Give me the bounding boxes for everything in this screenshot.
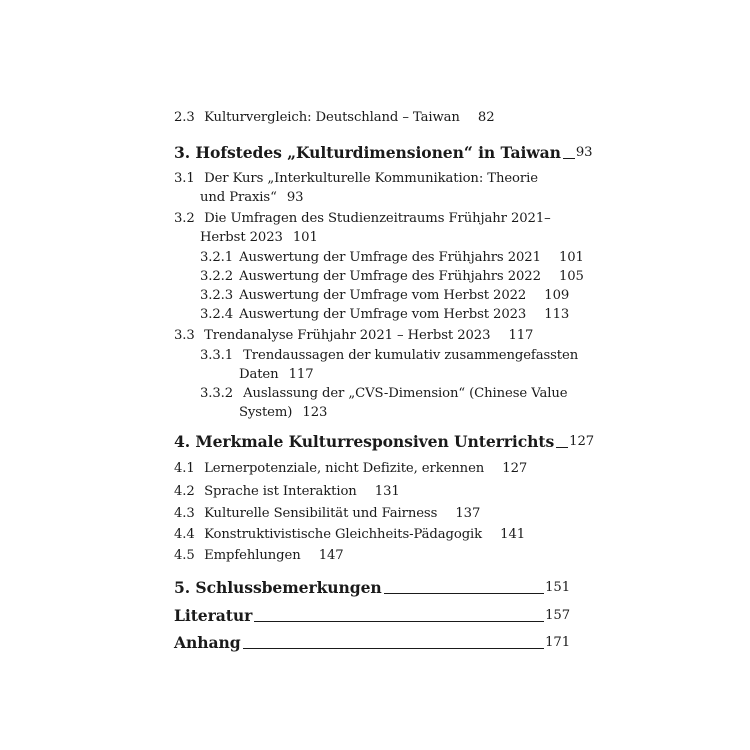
toc-entry-3-1 — [174, 170, 538, 188]
entry-number: 4.1 — [174, 461, 195, 476]
entry-page: 147 — [318, 548, 344, 563]
section-page: 171 — [545, 635, 570, 650]
entry-title-line1: Die Umfragen des Studienzeitraums Frühjahr 2021– — [204, 211, 551, 226]
entry-page: 127 — [502, 461, 528, 476]
entry-number: 2.3 — [174, 110, 195, 125]
chapter-title: 4. Merkmale Kulturresponsiven Unterrichts — [174, 432, 555, 451]
entry-number: 3.2.1 — [200, 250, 234, 265]
entry-page: 141 — [500, 527, 526, 542]
dot-leader — [254, 621, 544, 622]
toc-entry-2-3 — [174, 109, 495, 127]
entry-number: 4.3 — [174, 506, 195, 521]
toc-entry-3-3-2-cont — [239, 404, 327, 422]
chapter-page: 93 — [575, 145, 593, 160]
toc-entry-3-3-1-cont — [239, 366, 314, 384]
entry-title: Auswertung der Umfrage vom Herbst 2022 — [239, 288, 527, 303]
entry-page: 117 — [508, 328, 534, 343]
entry-page: 123 — [302, 405, 328, 420]
entry-title-line2: System) — [239, 405, 293, 420]
dot-leader — [563, 158, 575, 159]
entry-page: 93 — [286, 190, 304, 205]
toc-entry-3-2-cont — [200, 229, 318, 247]
entry-title: Konstruktivistische Gleichheits-Pädagogik — [204, 527, 483, 542]
entry-page: 137 — [455, 506, 481, 521]
toc-chapter-5 — [174, 578, 570, 598]
entry-number: 4.2 — [174, 484, 195, 499]
entry-title: Kulturvergleich: Deutschland – Taiwan — [204, 110, 460, 125]
entry-page: 105 — [558, 269, 584, 284]
chapter-title: 5. Schlussbemerkungen — [174, 578, 382, 597]
toc-entry-3-2-3 — [200, 287, 569, 305]
toc-entry-3-2-2 — [200, 268, 584, 286]
entry-number: 4.4 — [174, 527, 195, 542]
entry-page: 101 — [558, 250, 584, 265]
toc-chapter-3 — [174, 143, 593, 163]
toc-literatur — [174, 606, 570, 626]
entry-page: 131 — [374, 484, 400, 499]
toc-entry-4-1 — [174, 460, 527, 478]
entry-page: 117 — [288, 367, 314, 382]
entry-title-line2: und Praxis“ — [200, 190, 277, 205]
toc-entry-4-4 — [174, 526, 525, 544]
entry-page: 101 — [292, 230, 318, 245]
dot-leader — [556, 447, 568, 448]
entry-number: 3.3.1 — [200, 348, 234, 363]
entry-title-line1: Trendaussagen der kumulativ zusammengefassten — [243, 348, 579, 363]
entry-title-line1: Der Kurs „Interkulturelle Kommunikation: Theorie — [204, 171, 538, 186]
entry-page: 82 — [477, 110, 495, 125]
entry-number: 3.3 — [174, 328, 195, 343]
entry-title: Kulturelle Sensibilität und Fairness — [204, 506, 438, 521]
entry-title-line2: Daten — [239, 367, 279, 382]
entry-number: 4.5 — [174, 548, 195, 563]
entry-title: Auswertung der Umfrage des Frühjahrs 2021 — [239, 250, 541, 265]
toc-entry-3-3-1 — [200, 347, 578, 365]
entry-title: Auswertung der Umfrage des Frühjahrs 2022 — [239, 269, 541, 284]
entry-page: 113 — [544, 307, 570, 322]
toc-entry-3-3-2 — [200, 385, 567, 403]
toc-entry-4-5 — [174, 547, 344, 565]
section-title: Literatur — [174, 606, 253, 625]
entry-number: 3.1 — [174, 171, 195, 186]
dot-leader — [243, 648, 545, 649]
chapter-page: 151 — [545, 580, 570, 595]
toc-chapter-4 — [174, 432, 595, 452]
entry-title: Sprache ist Interaktion — [204, 484, 357, 499]
toc-anhang — [174, 633, 570, 653]
entry-number: 3.2.4 — [200, 307, 234, 322]
entry-number: 3.2 — [174, 211, 195, 226]
section-title: Anhang — [174, 633, 241, 652]
entry-title: Auswertung der Umfrage vom Herbst 2023 — [239, 307, 527, 322]
entry-title-line2: Herbst 2023 — [200, 230, 283, 245]
entry-page: 109 — [544, 288, 570, 303]
chapter-title: 3. Hofstedes „Kulturdimensionen“ in Taiwan — [174, 143, 561, 162]
entry-title: Empfehlungen — [204, 548, 301, 563]
toc-entry-3-1-cont — [200, 189, 303, 207]
toc-entry-4-2 — [174, 483, 400, 501]
entry-title: Lernerpotenziale, nicht Defizite, erkennen — [204, 461, 485, 476]
entry-number: 3.3.2 — [200, 386, 234, 401]
toc-entry-3-2 — [174, 210, 551, 228]
entry-number: 3.2.2 — [200, 269, 234, 284]
toc-entry-3-2-1 — [200, 249, 584, 267]
toc-entry-3-3 — [174, 327, 533, 345]
entry-title: Trendanalyse Frühjahr 2021 – Herbst 2023 — [204, 328, 491, 343]
chapter-page: 127 — [569, 434, 595, 449]
entry-title-line1: Auslassung der „CVS-Dimension“ (Chinese Value — [243, 386, 568, 401]
entry-number: 3.2.3 — [200, 288, 234, 303]
dot-leader — [384, 593, 545, 594]
section-page: 157 — [545, 608, 570, 623]
toc-entry-4-3 — [174, 505, 480, 523]
toc-entry-3-2-4 — [200, 306, 569, 324]
